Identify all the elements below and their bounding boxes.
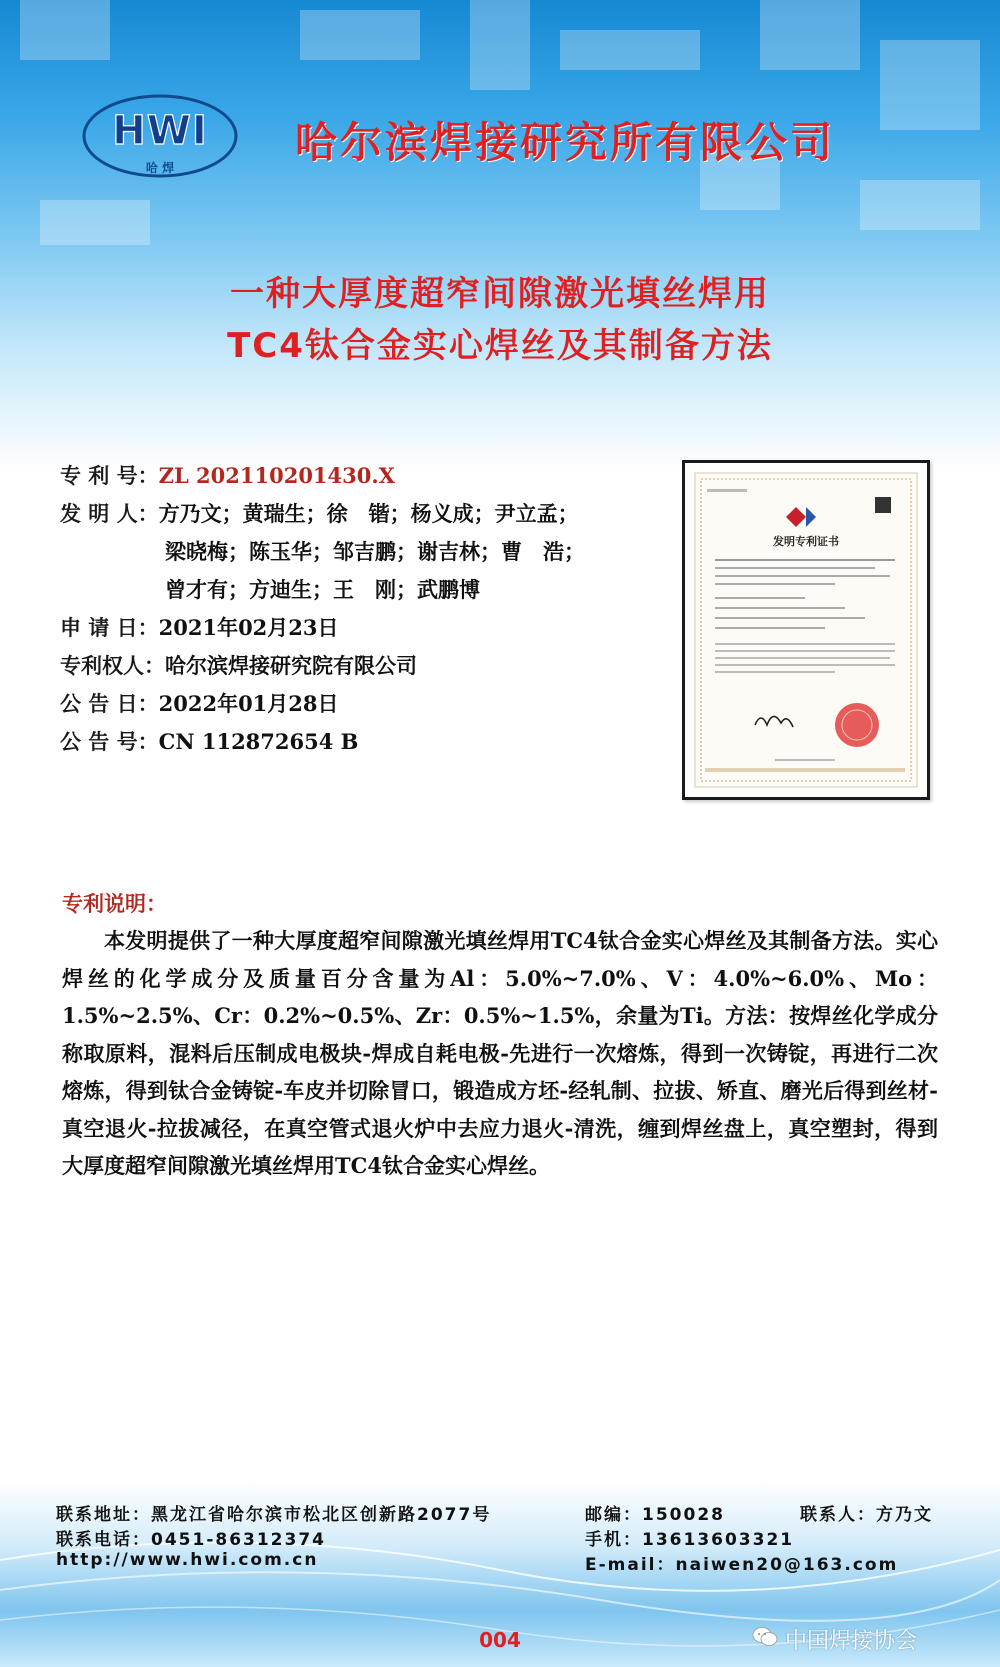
patent-certificate-image <box>682 460 930 800</box>
contact-postcode: 邮编：150028 <box>585 1505 725 1525</box>
inventors-row <box>60 496 579 532</box>
page-number: 004 <box>479 1628 521 1652</box>
company-name: 哈尔滨焊接研究所有限公司 <box>295 118 836 167</box>
inventors-line3: 曾才有；方迪生；王 刚；武鹏博 <box>165 577 480 602</box>
hwi-logo <box>80 92 240 180</box>
contact-phone: 联系电话：0451-86312374 <box>56 1530 326 1550</box>
pub-date-label: 公 告 日： <box>60 691 159 716</box>
apply-date-label: 申 请 日： <box>60 615 159 640</box>
contact-website[interactable]: http://www.hwi.com.cn <box>56 1550 319 1570</box>
description-heading: 专利说明： <box>62 891 167 916</box>
contact-mobile: 手机：13613603321 <box>585 1530 795 1550</box>
contact-email[interactable]: E-mail：naiwen20@163.com <box>585 1555 899 1575</box>
pub-date: 2022年01月28日 <box>158 691 339 716</box>
patent-number-label: 专 利 号： <box>60 463 159 488</box>
apply-date-row <box>60 610 339 646</box>
pub-no: CN 112872654 B <box>158 729 359 754</box>
pub-no-row <box>60 724 358 760</box>
pub-no-label: 公 告 号： <box>60 729 159 754</box>
certificate-title: 发明专利证书 <box>773 535 839 548</box>
svg-text:HWI: HWI <box>112 108 208 154</box>
inventors-line1: 方乃文；黄瑞生；徐 锴；杨义成；尹立孟； <box>158 501 579 526</box>
patent-title-line1: 一种大厚度超窄间隙激光填丝焊用 <box>230 274 770 314</box>
pub-date-row <box>60 686 339 722</box>
contact-address: 联系地址：黑龙江省哈尔滨市松北区创新路2077号 <box>56 1505 492 1525</box>
watermark-text: 中国焊接协会 <box>785 1629 918 1654</box>
wechat-icon <box>752 1626 778 1648</box>
header-banner <box>0 0 1000 470</box>
patent-number: ZL 202110201430.X <box>158 463 395 488</box>
holder-label: 专利权人： <box>60 653 165 678</box>
apply-date: 2021年02月23日 <box>158 615 339 640</box>
description-body: 本发明提供了一种大厚度超窄间隙激光填丝焊用TC4钛合金实心焊丝及其制备方法。实心焊丝的化学成分及质量百分含量为Al：5.0%~7.0%、V：4.0%~6.0%、Mo：1.5%~2.5%、Cr：0.2%~0.5%、Zr：0.5%~1.5%，余量为Ti。方法：按焊丝化学成分称取原料，混料后压制成电极块-焊成自耗电极-先进行一次熔炼，得到一次铸锭，再进行二次熔炼，得到钛合金铸锭-车皮并切除冒口，锻造成方坯-经轧制、拉拔、矫直、磨光后得到丝材-真空退火-拉拔减径，在真空管式退火炉中去应力退火-清洗，缠到焊丝盘上，真空塑封，得到大厚度超窄间隙激光填丝焊用TC4钛合金实心焊丝。 <box>62 928 938 1178</box>
holder-row <box>60 648 417 684</box>
svg-text:哈 焊: 哈 焊 <box>145 161 175 175</box>
inventors-line2: 梁晓梅；陈玉华；邹吉鹏；谢吉林；曹 浩； <box>165 539 585 564</box>
inventors-label: 发 明 人： <box>60 501 159 526</box>
contact-person: 联系人：方乃文 <box>800 1505 933 1525</box>
patent-title-line2: TC4钛合金实心焊丝及其制备方法 <box>227 326 773 366</box>
holder: 哈尔滨焊接研究院有限公司 <box>165 653 417 678</box>
certificate-document-icon <box>685 463 927 797</box>
patent-number-row <box>60 458 395 494</box>
